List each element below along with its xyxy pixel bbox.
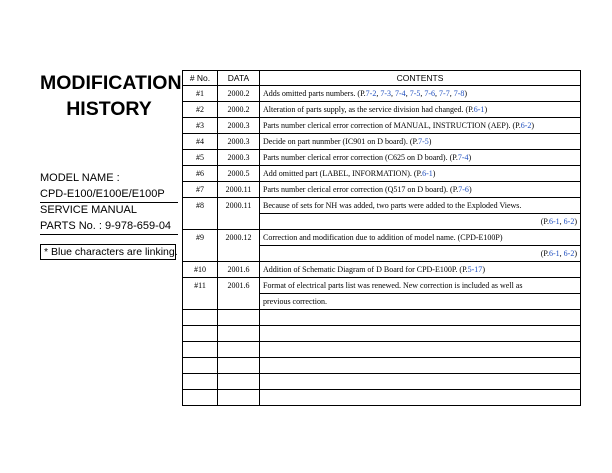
empty-cell — [183, 326, 218, 342]
row-contents: Adds omitted parts numbers. (P.7-2, 7-3, 7-4, 7-5, 7-6, 7-7, 7-8) — [260, 86, 581, 102]
row-date: 2000.3 — [218, 118, 260, 134]
table-row — [183, 198, 581, 214]
row-number: #8 — [183, 198, 218, 214]
row-number-cont — [183, 246, 218, 262]
page-link[interactable]: 7-8 — [453, 89, 465, 98]
row-date: 2000.11 — [218, 182, 260, 198]
empty-cell — [218, 358, 260, 374]
row-number: #5 — [183, 150, 218, 166]
model-name-label: MODEL NAME : — [40, 172, 120, 184]
table-body — [183, 86, 581, 406]
row-contents: Alteration of parts supply, as the service division had changed. (P.6-1) — [260, 102, 581, 118]
row-date: 2000.5 — [218, 166, 260, 182]
row-number-cont — [183, 214, 218, 230]
page-link[interactable]: 6-2 — [563, 217, 575, 226]
empty-cell — [260, 310, 581, 326]
page-link[interactable]: 7-7 — [439, 89, 450, 98]
row-number: #2 — [183, 102, 218, 118]
empty-row — [183, 326, 581, 342]
row-contents: Decide on part nunmber (IC901 on D board). (P.7-5) — [260, 134, 581, 150]
empty-cell — [218, 390, 260, 406]
row-number: #10 — [183, 262, 218, 278]
link-note: * Blue characters are linking. — [40, 244, 176, 260]
row-number: #4 — [183, 134, 218, 150]
page-link[interactable]: 6-1 — [548, 217, 560, 226]
header-no: # No. — [183, 71, 218, 86]
row-contents: Correction and modification due to addition of model name. (CPD-E100P) — [260, 230, 581, 246]
service-manual-label: SERVICE MANUAL — [40, 204, 137, 216]
row-contents: Parts number clerical error correction (C625 on D board). (P.7-4) — [260, 150, 581, 166]
row-number: #1 — [183, 86, 218, 102]
page-title — [40, 70, 182, 122]
modification-history-table — [182, 70, 581, 406]
empty-cell — [218, 374, 260, 390]
page-link[interactable]: 6-1 — [422, 169, 433, 178]
empty-cell — [218, 326, 260, 342]
table-row — [183, 86, 581, 102]
row-date-cont — [218, 214, 260, 230]
parts-number: PARTS No. : 9-978-659-04 — [40, 219, 172, 232]
empty-cell — [260, 358, 581, 374]
empty-row — [183, 358, 581, 374]
row-contents-cont: previous correction. — [260, 294, 581, 310]
row-date: 2000.3 — [218, 150, 260, 166]
row-contents: Because of sets for NH was added, two parts were added to the Exploded Views. — [260, 198, 581, 214]
page-link[interactable]: 6-1 — [548, 249, 560, 258]
title-line-1: MODIFICATION — [40, 72, 182, 94]
table-row-continuation — [183, 246, 581, 262]
row-contents: Parts number clerical error correction of MANUAL, INSTRUCTION (AEP). (P.6-2) — [260, 118, 581, 134]
row-page-ref: (P.6-1, 6-2) — [260, 214, 581, 230]
row-contents: Format of electrical parts list was renewed. New correction is included as well as — [260, 278, 581, 294]
table-row — [183, 166, 581, 182]
table-row-continuation — [183, 294, 581, 310]
table-row — [183, 230, 581, 246]
page-link[interactable]: 7-4 — [457, 153, 469, 162]
table-row — [183, 102, 581, 118]
empty-cell — [260, 342, 581, 358]
row-contents: Addition of Schematic Diagram of D Board for CPD-E100P. (P.5-17) — [260, 262, 581, 278]
empty-cell — [183, 342, 218, 358]
empty-cell — [183, 390, 218, 406]
divider — [40, 234, 178, 235]
table-header-row — [183, 71, 581, 86]
empty-row — [183, 390, 581, 406]
header-data: DATA — [218, 71, 260, 86]
row-date: 2000.11 — [218, 198, 260, 214]
empty-cell — [260, 326, 581, 342]
page-link[interactable]: 7-5 — [409, 89, 421, 98]
table-row — [183, 134, 581, 150]
model-info — [40, 171, 178, 235]
row-number-cont — [183, 294, 218, 310]
row-date-cont — [218, 246, 260, 262]
row-date: 2000.12 — [218, 230, 260, 246]
row-date-cont — [218, 294, 260, 310]
table-row — [183, 278, 581, 294]
table-row — [183, 150, 581, 166]
page-link[interactable]: 7-6 — [458, 185, 469, 194]
empty-cell — [218, 342, 260, 358]
title-line-2: HISTORY — [66, 98, 152, 120]
row-date: 2000.2 — [218, 102, 260, 118]
empty-row — [183, 374, 581, 390]
header-contents: CONTENTS — [260, 71, 581, 86]
row-number: #9 — [183, 230, 218, 246]
row-page-ref: (P.6-1, 6-2) — [260, 246, 581, 262]
page-link[interactable]: 7-6 — [424, 89, 436, 98]
table-row-continuation — [183, 214, 581, 230]
row-contents: Add omitted part (LABEL, INFORMATION). (P.6-1) — [260, 166, 581, 182]
page-link[interactable]: 7-3 — [380, 89, 392, 98]
row-date: 2001.6 — [218, 262, 260, 278]
row-date: 2000.2 — [218, 86, 260, 102]
table-row — [183, 262, 581, 278]
page-link[interactable]: 6-1 — [473, 105, 485, 114]
row-number: #6 — [183, 166, 218, 182]
model-name-value: CPD-E100/E100E/E100P — [40, 187, 165, 200]
page-link[interactable]: 5-17 — [467, 265, 483, 274]
empty-cell — [260, 390, 581, 406]
table-row — [183, 182, 581, 198]
empty-cell — [218, 310, 260, 326]
page-link[interactable]: 7-5 — [418, 137, 429, 146]
page-link[interactable]: 7-2 — [365, 89, 377, 98]
empty-row — [183, 310, 581, 326]
empty-cell — [183, 310, 218, 326]
row-date: 2001.6 — [218, 278, 260, 294]
page-link[interactable]: 6-2 — [563, 249, 575, 258]
row-number: #3 — [183, 118, 218, 134]
table-row — [183, 118, 581, 134]
page-link[interactable]: 6-2 — [520, 121, 532, 130]
empty-cell — [183, 358, 218, 374]
row-number: #11 — [183, 278, 218, 294]
left-panel — [40, 70, 182, 260]
row-date: 2000.3 — [218, 134, 260, 150]
page-link[interactable]: 7-4 — [395, 89, 406, 98]
empty-cell — [260, 374, 581, 390]
row-contents: Parts number clerical error correction (Q517 on D board). (P.7-6) — [260, 182, 581, 198]
empty-cell — [183, 374, 218, 390]
row-number: #7 — [183, 182, 218, 198]
empty-row — [183, 342, 581, 358]
